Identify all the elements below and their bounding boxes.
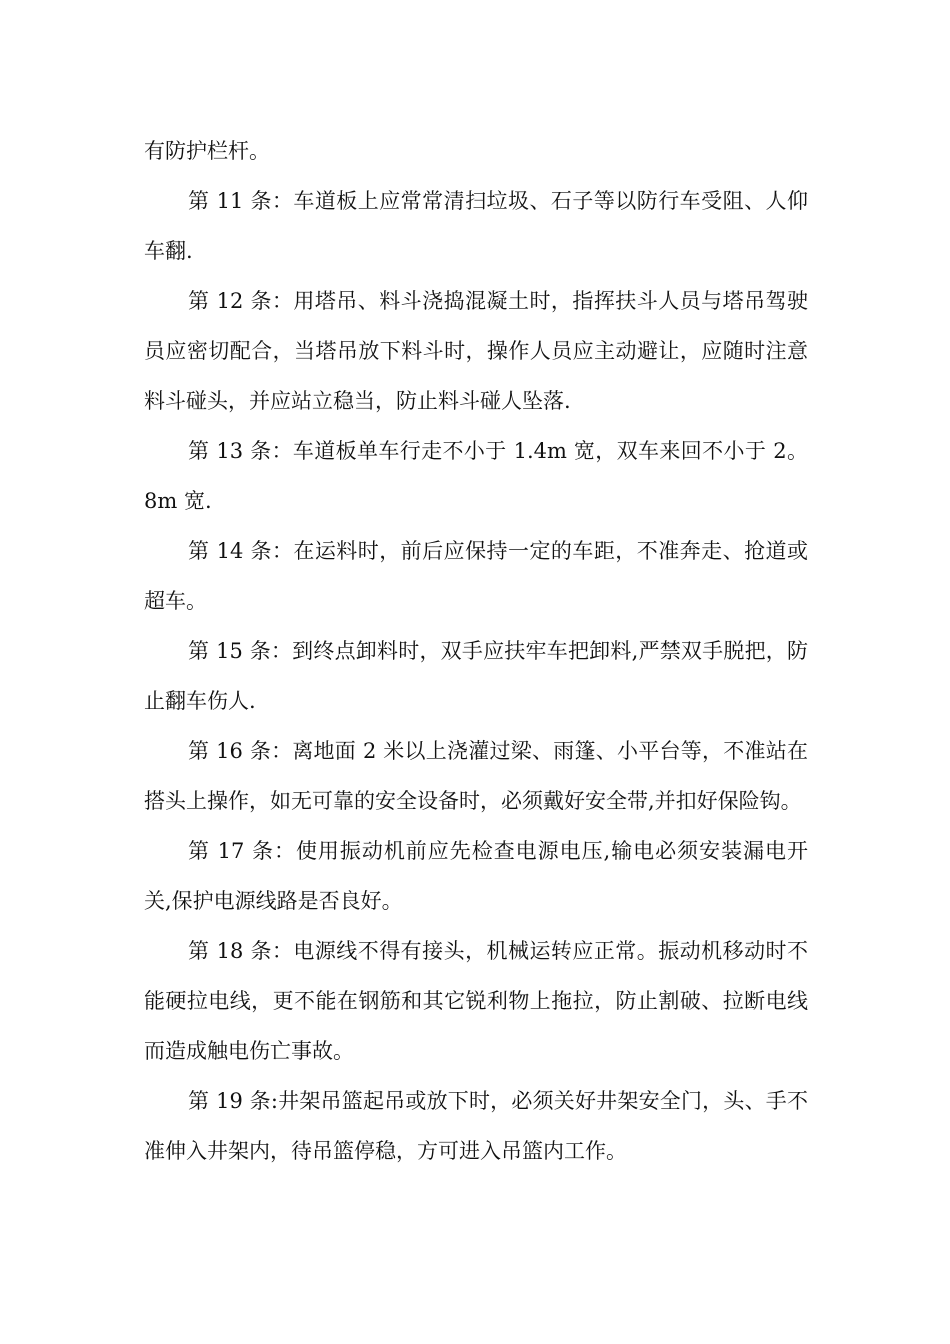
paragraph-article-16: 第 16 条：离地面 2 米以上浇灌过梁、雨篷、小平台等，不准站在搭头上操作，如无可靠的安全设备时，必须戴好安全带,并扣好保险钩。 — [144, 739, 808, 813]
paragraph-article-11: 第 11 条：车道板上应常常清扫垃圾、石子等以防行车受阻、人仰车翻. — [144, 189, 808, 263]
paragraph-article-17: 第 17 条：使用振动机前应先检查电源电压,输电必须安装漏电开关,保护电源线路是否良好。 — [144, 839, 808, 913]
paragraph-article-12: 第 12 条：用塔吊、料斗浇捣混凝土时，指挥扶斗人员与塔吊驾驶员应密切配合，当塔吊放下料斗时，操作人员应主动避让，应随时注意料斗碰头，并应站立稳当，防止料斗碰人坠落. — [144, 289, 808, 413]
document-body — [144, 126, 808, 1176]
paragraph-article-15: 第 15 条：到终点卸料时，双手应扶牢车把卸料,严禁双手脱把，防止翻车伤人. — [144, 639, 808, 713]
paragraph-article-14: 第 14 条：在运料时，前后应保持一定的车距，不准奔走、抢道或超车。 — [144, 539, 808, 613]
paragraph-article-19: 第 19 条:井架吊篮起吊或放下时，必须关好井架安全门，头、手不准伸入井架内，待吊篮停稳，方可进入吊篮内工作。 — [144, 1089, 808, 1163]
paragraph-article-13: 第 13 条：车道板单车行走不小于 1.4m 宽，双车来回不小于 2。8m 宽. — [144, 439, 808, 513]
paragraph-article-18: 第 18 条：电源线不得有接头，机械运转应正常。振动机移动时不能硬拉电线，更不能在钢筋和其它锐利物上拖拉，防止割破、拉断电线而造成触电伤亡事故。 — [144, 939, 808, 1063]
paragraph-continuation: 有防护栏杆。 — [144, 139, 270, 163]
